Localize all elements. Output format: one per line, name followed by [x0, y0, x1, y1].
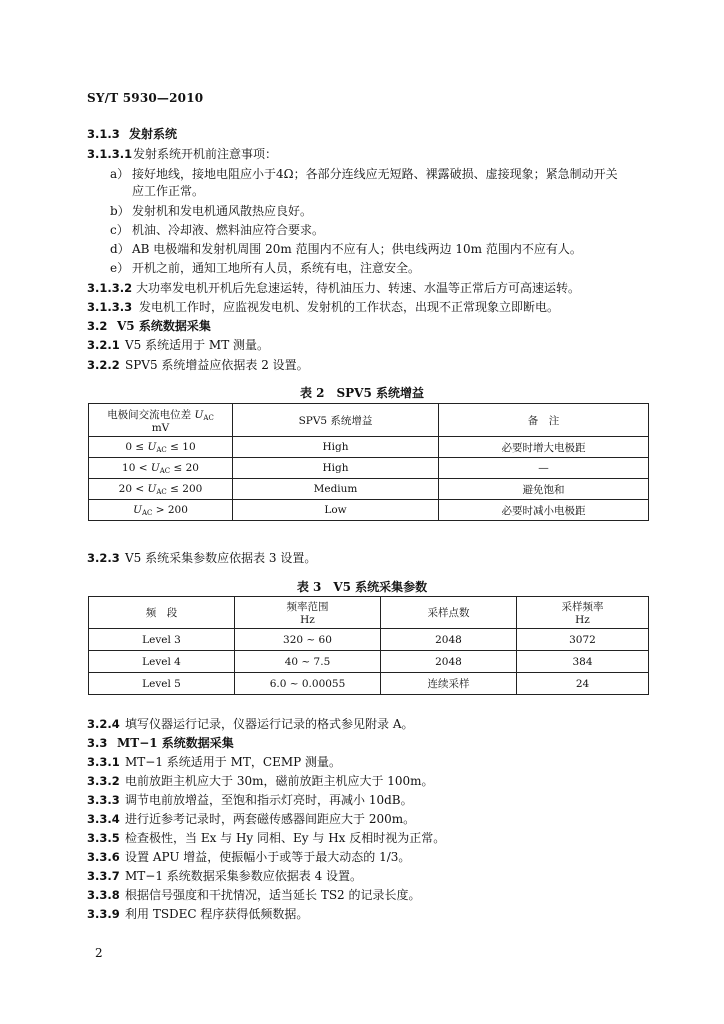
section-3-3-2 [87, 773, 434, 789]
section-text: MT−1 系统数据采集参数应依据表 4 设置。 [125, 869, 363, 883]
section-text: 大功率发电机开机后先怠速运转，待机油压力、转速、水温等正常后方可高速运转。 [136, 281, 581, 295]
table-header-row [89, 597, 649, 629]
section-number: 3.3.4 [87, 812, 120, 826]
section-title: MT−1 系统数据采集 [117, 736, 234, 750]
section-number: 3.3.6 [87, 850, 120, 864]
header-text: 采样频率 [561, 601, 604, 613]
list-item-label: a） [110, 167, 130, 181]
table-cell: Level 3 [89, 629, 235, 651]
list-item-text: 机油、冷却液、燃料油应符合要求。 [132, 223, 325, 237]
section-3-2-4 [87, 716, 413, 732]
section-3-3-7 [87, 868, 362, 884]
section-title: V5 系统数据采集 [117, 319, 211, 333]
table-row [89, 437, 649, 458]
unit-text: mV [151, 421, 170, 434]
unit-text: Hz [300, 614, 315, 626]
symbol-u: U [194, 408, 204, 421]
table-cell: Level 5 [89, 673, 235, 695]
section-3-3-4 [87, 811, 415, 827]
table-cell: 40 ~ 7.5 [235, 651, 381, 673]
subscript: AC [159, 466, 171, 475]
symbol-u: U [147, 482, 157, 495]
table-cell: Level 4 [89, 651, 235, 673]
section-3-3-3 [87, 792, 413, 808]
column-header [517, 597, 649, 629]
section-number: 3.3.8 [87, 888, 120, 902]
table-cell [89, 479, 233, 500]
section-text: SPV5 系统增益应依据表 2 设置。 [125, 358, 309, 372]
section-3-3-9 [87, 906, 308, 922]
list-item [110, 203, 312, 219]
section-text: V5 系统采集参数应依据表 3 设置。 [125, 551, 317, 565]
section-3-2-1 [87, 337, 269, 353]
cell-text: 0 ≤ [125, 440, 148, 453]
column-header: 频 段 [89, 597, 235, 629]
section-text: 进行近参考记录时，两套磁传感器间距应大于 200m。 [125, 812, 416, 826]
section-3-3-1 [87, 754, 341, 770]
page-number: 2 [95, 946, 103, 960]
section-number: 3.3.5 [87, 831, 120, 845]
symbol-u: U [147, 440, 157, 453]
section-3-3-8 [87, 887, 421, 903]
section-3-2-2 [87, 357, 309, 373]
table-cell: 必要时减小电极距 [439, 500, 649, 521]
header-text: 频率范围 [286, 601, 329, 613]
section-text: 填写仪器运行记录，仪器运行记录的格式参见附录 A。 [125, 717, 414, 731]
section-3-1-3-3 [87, 299, 559, 315]
section-number: 3.2.1 [87, 338, 120, 352]
section-number: 3.2.2 [87, 358, 120, 372]
table-row [89, 651, 649, 673]
list-item [110, 222, 324, 238]
symbol-u: U [150, 461, 160, 474]
table-cell: 避免饱和 [439, 479, 649, 500]
list-item-label: d） [110, 242, 130, 256]
table-3-caption: 表 3 V5 系统采集参数 [296, 580, 428, 594]
table-header-row [89, 404, 649, 437]
section-text: 检查极性，当 Ex 与 Hy 同相、Ey 与 Hx 反相时视为正常。 [125, 831, 446, 845]
table-row [89, 629, 649, 651]
table-cell: High [233, 458, 439, 479]
column-header: 采样点数 [381, 597, 517, 629]
section-number: 3.2.4 [87, 717, 120, 731]
section-title: 发射系统 [129, 127, 178, 141]
standard-code-header: SY/T 5930—2010 [87, 91, 204, 105]
section-text: 调节电前放增益，至饱和指示灯亮时，再减小 10dB。 [125, 793, 413, 807]
section-text: 电前放距主机应大于 30m，磁前放距主机应大于 100m。 [125, 774, 434, 788]
table-cell: Medium [233, 479, 439, 500]
section-3-1-3-1 [87, 146, 277, 162]
table-cell [89, 437, 233, 458]
table-cell: 连续采样 [381, 673, 517, 695]
table-cell [89, 500, 233, 521]
section-number: 3.3.9 [87, 907, 120, 921]
subscript: AC [203, 413, 214, 422]
column-header: 备 注 [439, 404, 649, 437]
section-text: 设置 APU 增益，使振幅小于或等于最大动态的 1/3。 [125, 850, 411, 864]
section-3-3-heading [87, 735, 234, 751]
list-item-text: 应工作正常。 [132, 184, 205, 198]
list-item-label: c） [110, 223, 129, 237]
section-3-1-3-heading [87, 126, 177, 142]
table-cell: — [439, 458, 649, 479]
section-number: 3.3.1 [87, 755, 120, 769]
list-item-label: b） [110, 204, 130, 218]
table-cell: Low [233, 500, 439, 521]
list-item-text: AB 电极端和发射机周围 20m 范围内不应有人；供电线两边 10m 范围内不应有人。 [132, 242, 582, 256]
table-cell: 6.0 ~ 0.00055 [235, 673, 381, 695]
list-item [110, 260, 420, 276]
section-number: 3.1.3.2 [87, 281, 133, 295]
table-cell: 320 ~ 60 [235, 629, 381, 651]
symbol-u: U [133, 503, 142, 516]
cell-text: 10 < [122, 461, 151, 474]
section-number: 3.2.3 [87, 551, 120, 565]
list-item-text: 接好地线，接地电阻应小于4Ω；各部分连线应无短路、裸露破损、虚接现象；紧急制动开关 [132, 167, 618, 181]
section-number: 3.3 [87, 736, 108, 750]
subscript: AC [141, 508, 153, 517]
list-item-text: 开机之前，通知工地所有人员，系统有电，注意安全。 [132, 261, 421, 275]
table-cell: 384 [517, 651, 649, 673]
table-cell: 24 [517, 673, 649, 695]
list-item-text: 发射机和发电机通风散热应良好。 [132, 204, 313, 218]
section-text: MT−1 系统适用于 MT，CEMP 测量。 [125, 755, 342, 769]
list-item [110, 183, 204, 199]
column-header [235, 597, 381, 629]
section-number: 3.3.2 [87, 774, 120, 788]
section-text: 发射系统开机前注意事项： [133, 147, 278, 161]
section-number: 3.2 [87, 319, 108, 333]
section-text: 根据信号强度和干扰情况，适当延长 TS2 的记录长度。 [125, 888, 421, 902]
column-header [89, 404, 233, 437]
subscript: AC [156, 487, 167, 496]
section-3-1-3-2 [87, 280, 580, 296]
section-number: 3.3.3 [87, 793, 120, 807]
table-cell [89, 458, 233, 479]
cell-text: ≤ 200 [166, 482, 203, 495]
section-text: V5 系统适用于 MT 测量。 [125, 338, 270, 352]
list-item [110, 241, 582, 257]
table-cell: 3072 [517, 629, 649, 651]
section-number: 3.3.7 [87, 869, 120, 883]
section-text: 发电机工作时，应监视发电机、发射机的工作状态，出现不正常现象立即断电。 [139, 300, 560, 314]
table-row [89, 500, 649, 521]
unit-text: Hz [575, 614, 590, 626]
section-number: 3.1.3.3 [87, 300, 133, 314]
table-cell: 2048 [381, 651, 517, 673]
section-number: 3.1.3.1 [87, 147, 133, 161]
header-text: 电极间交流电位差 [107, 408, 195, 421]
table-row [89, 479, 649, 500]
cell-text: 20 < [118, 482, 148, 495]
subscript: AC [156, 445, 167, 454]
cell-text: ≤ 10 [166, 440, 196, 453]
section-3-2-heading [87, 318, 211, 334]
table-3 [88, 596, 649, 695]
section-3-3-5 [87, 830, 445, 846]
table-row [89, 673, 649, 695]
list-item-label: e） [110, 261, 130, 275]
table-2 [88, 403, 649, 521]
list-item [110, 166, 618, 182]
cell-text: > 200 [152, 503, 188, 516]
table-cell: 必要时增大电极距 [439, 437, 649, 458]
table-cell: High [233, 437, 439, 458]
section-3-3-6 [87, 849, 410, 865]
column-header: SPV5 系统增益 [233, 404, 439, 437]
section-number: 3.1.3 [87, 127, 120, 141]
table-cell: 2048 [381, 629, 517, 651]
cell-text: ≤ 20 [170, 461, 199, 474]
table-row [89, 458, 649, 479]
section-3-2-3 [87, 550, 316, 566]
table-2-caption: 表 2 SPV5 系统增益 [299, 386, 425, 400]
section-text: 利用 TSDEC 程序获得低频数据。 [125, 907, 309, 921]
